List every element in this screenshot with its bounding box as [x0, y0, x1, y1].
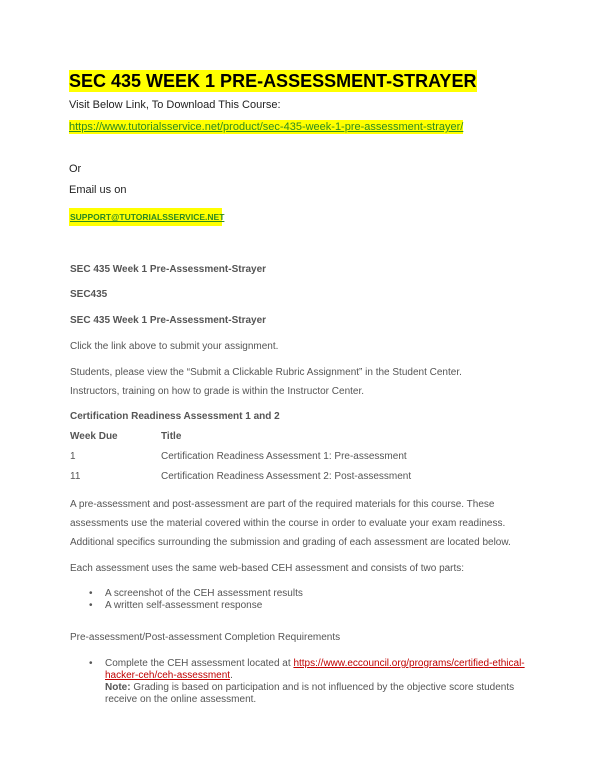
note-label: Note: [105, 682, 131, 693]
support-email-link[interactable]: SUPPORT@TUTORIALSSERVICE.NET [70, 212, 225, 222]
bullet-icon: • [89, 588, 93, 599]
bullet-icon: • [89, 658, 93, 669]
course-link[interactable]: https://www.tutorialsservice.net/product/sec-435-week-1-pre-assessment-strayer/ [69, 121, 464, 133]
para-line: A pre-assessment and post-assessment are part of the required materials for this course. These [70, 499, 495, 510]
list-item: A written self-assessment response [105, 600, 263, 611]
table-row-title: Certification Readiness Assessment 1: Pre-assessment [161, 451, 407, 462]
para-line: assessments use the material covered within the course in order to evaluate your exam readiness. [70, 518, 506, 529]
table-row-title: Certification Readiness Assessment 2: Post-assessment [161, 471, 412, 482]
page-title: SEC 435 WEEK 1 PRE-ASSESSMENT-STRAYER [69, 71, 477, 91]
note-line-2: receive on the online assessment. [105, 694, 257, 705]
instructors-instruction: Instructors, training on how to grade is within the Instructor Center. [70, 386, 365, 397]
requirements-heading: Pre-assessment/Post-assessment Completion Requirements [70, 632, 341, 643]
course-link-highlight [69, 120, 463, 134]
bullet-icon: • [89, 600, 93, 611]
click-instruction: Click the link above to submit your assignment. [70, 341, 279, 352]
table-header-title: Title [161, 431, 182, 442]
ceh-link-part2[interactable]: hacker-ceh/ceh-assessment [105, 670, 231, 681]
note-line [105, 682, 514, 693]
table-row-week: 11 [70, 471, 81, 482]
each-assessment-text: Each assessment uses the same web-based CEH assessment and consists of two parts: [70, 563, 465, 574]
table-header-week: Week Due [70, 431, 118, 442]
list-item: A screenshot of the CEH assessment results [105, 588, 303, 599]
heading-week1-repeat: SEC 435 Week 1 Pre-Assessment-Strayer [70, 315, 267, 326]
complete-line [105, 658, 525, 669]
visit-text: Visit Below Link, To Download This Course: [69, 99, 281, 111]
note-text: Grading is based on participation and is not influenced by the objective score students [130, 682, 515, 693]
email-text: Email us on [69, 184, 127, 196]
ceh-link-part1[interactable]: https://www.eccouncil.org/programs/certified-ethical- [293, 658, 525, 669]
students-instruction: Students, please view the “Submit a Clickable Rubric Assignment” in the Student Center. [70, 367, 462, 378]
heading-week1: SEC 435 Week 1 Pre-Assessment-Strayer [70, 264, 267, 275]
cert-heading: Certification Readiness Assessment 1 and 2 [70, 411, 280, 422]
para-line: Additional specifics surrounding the submission and grading of each assessment are located below. [70, 537, 511, 548]
or-text: Or [69, 163, 82, 175]
course-code: SEC435 [70, 289, 108, 300]
complete-prefix: Complete the CEH assessment located at [105, 658, 294, 669]
period: . [230, 670, 233, 681]
support-email-highlight [69, 208, 225, 226]
complete-line-2 [105, 670, 233, 681]
table-row-week: 1 [70, 451, 76, 462]
